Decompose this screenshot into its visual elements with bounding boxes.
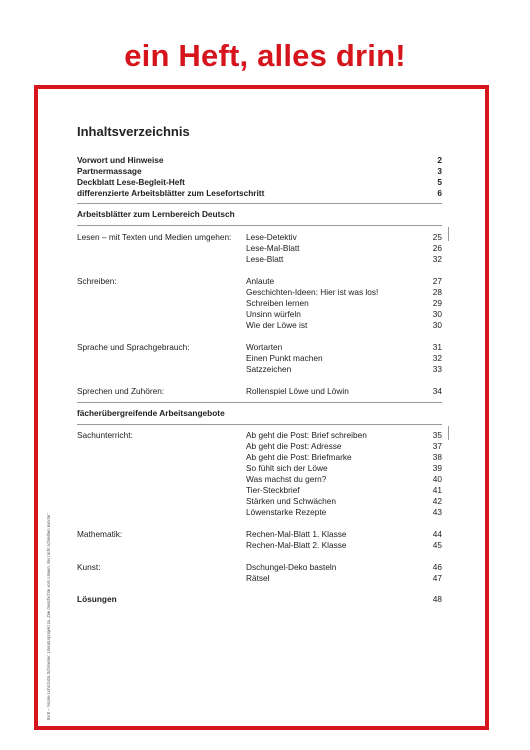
row-page: 44 — [432, 529, 442, 539]
row-page: 46 — [432, 562, 442, 572]
row-page: 41 — [432, 485, 442, 495]
row-page: 32 — [432, 254, 442, 264]
row-page: 38 — [432, 452, 442, 462]
row-page: 32 — [432, 353, 442, 363]
solutions-page: 48 — [432, 594, 442, 604]
intro-entry — [77, 188, 442, 199]
toc-row — [77, 573, 442, 584]
intro-page: 3 — [437, 166, 442, 176]
intro-entry — [77, 177, 442, 188]
row-item: Ab geht die Post: Brief schreiben — [246, 430, 367, 440]
toc-row — [77, 463, 442, 474]
intro-label: Vorwort und Hinweise — [77, 155, 164, 165]
section-heading-cross — [77, 408, 442, 419]
row-page: 27 — [432, 276, 442, 286]
intro-label: Partnermassage — [77, 166, 142, 176]
row-item: Lese-Blatt — [246, 254, 284, 264]
row-item: Was machst du gern? — [246, 474, 327, 484]
intro-entry — [77, 166, 442, 177]
toc-row — [77, 441, 442, 452]
row-item: Dschungel-Deko basteln — [246, 562, 337, 572]
toc-row — [77, 364, 442, 375]
side-note-text: BVK – Nicole Lohr/Jutta Schmeiter: Literaturprojekt zu „Die Geschichte vom Löwen, der nicht schreiben konnte“ — [46, 513, 51, 720]
toc-row — [77, 562, 442, 573]
divider — [77, 203, 442, 204]
toc-row — [77, 232, 442, 243]
side-note — [46, 440, 58, 720]
section-title: fächerübergreifende Arbeitsangebote — [77, 408, 225, 418]
toc-row — [77, 540, 442, 551]
row-category: Sprache und Sprachgebrauch: — [77, 342, 190, 352]
row-page: 47 — [432, 573, 442, 583]
toc-row — [77, 276, 442, 287]
row-category: Mathematik: — [77, 529, 123, 539]
row-page: 30 — [432, 320, 442, 330]
row-item: Rechen-Mal-Blatt 1. Klasse — [246, 529, 347, 539]
row-item: Wortarten — [246, 342, 283, 352]
row-item: Löwenstarke Rezepte — [246, 507, 327, 517]
row-item: Geschichten-Ideen: Hier ist was los! — [246, 287, 379, 297]
row-page: 35 — [432, 430, 442, 440]
toc-row — [77, 320, 442, 331]
row-item: Stärken und Schwächen — [246, 496, 336, 506]
row-item: So fühlt sich der Löwe — [246, 463, 328, 473]
toc-row — [77, 529, 442, 540]
section-heading-deutsch — [77, 209, 442, 220]
toc-row — [77, 474, 442, 485]
toc-row — [77, 485, 442, 496]
row-category: Sprechen und Zuhören: — [77, 386, 165, 396]
intro-page: 5 — [437, 177, 442, 187]
solutions-label: Lösungen — [77, 594, 117, 604]
intro-label: differenzierte Arbeitsblätter zum Lesefortschritt — [77, 188, 265, 198]
row-page: 29 — [432, 298, 442, 308]
row-category: Lesen – mit Texten und Medien umgehen: — [77, 232, 232, 242]
row-item: Ab geht die Post: Briefmarke — [246, 452, 352, 462]
row-page: 33 — [432, 364, 442, 374]
divider-tick — [448, 426, 449, 440]
row-item: Ab geht die Post: Adresse — [246, 441, 342, 451]
toc-row — [77, 309, 442, 320]
row-page: 34 — [432, 386, 442, 396]
toc-row — [77, 452, 442, 463]
toc-row — [77, 386, 442, 397]
row-item: Einen Punkt machen — [246, 353, 323, 363]
row-page: 31 — [432, 342, 442, 352]
row-page: 39 — [432, 463, 442, 473]
row-item: Satzzeichen — [246, 364, 292, 374]
toc-row — [77, 430, 442, 441]
row-page: 37 — [432, 441, 442, 451]
section-title: Arbeitsblätter zum Lernbereich Deutsch — [77, 209, 235, 219]
divider-tick — [448, 227, 449, 241]
row-item: Rollenspiel Löwe und Löwin — [246, 386, 349, 396]
row-page: 45 — [432, 540, 442, 550]
row-item: Schreiben lernen — [246, 298, 309, 308]
toc-row — [77, 353, 442, 364]
row-item: Rechen-Mal-Blatt 2. Klasse — [246, 540, 347, 550]
toc-row — [77, 298, 442, 309]
divider — [77, 402, 442, 403]
row-item: Lese-Mal-Blatt — [246, 243, 300, 253]
solutions-entry — [77, 594, 442, 605]
divider — [77, 424, 442, 425]
row-category: Kunst: — [77, 562, 101, 572]
row-category: Sachunterricht: — [77, 430, 133, 440]
toc-row — [77, 287, 442, 298]
toc-row — [77, 507, 442, 518]
row-page: 26 — [432, 243, 442, 253]
intro-page: 6 — [437, 188, 442, 198]
row-item: Lese-Detektiv — [246, 232, 297, 242]
row-page: 28 — [432, 287, 442, 297]
row-page: 42 — [432, 496, 442, 506]
headline: ein Heft, alles drin! — [124, 38, 406, 73]
intro-page: 2 — [437, 155, 442, 165]
row-category: Schreiben: — [77, 276, 117, 286]
toc-row — [77, 243, 442, 254]
toc-title: Inhaltsverzeichnis — [77, 124, 190, 139]
intro-label: Deckblatt Lese-Begleit-Heft — [77, 177, 185, 187]
row-page: 25 — [432, 232, 442, 242]
row-item: Anlaute — [246, 276, 275, 286]
row-item: Unsinn würfeln — [246, 309, 301, 319]
toc-row — [77, 496, 442, 507]
row-page: 40 — [432, 474, 442, 484]
toc-row — [77, 254, 442, 265]
row-item: Wie der Löwe ist — [246, 320, 308, 330]
row-page: 30 — [432, 309, 442, 319]
intro-entry — [77, 155, 442, 166]
toc-row — [77, 342, 442, 353]
row-item: Rätsel — [246, 573, 270, 583]
row-page: 43 — [432, 507, 442, 517]
divider — [77, 225, 442, 226]
row-item: Tier-Steckbrief — [246, 485, 300, 495]
